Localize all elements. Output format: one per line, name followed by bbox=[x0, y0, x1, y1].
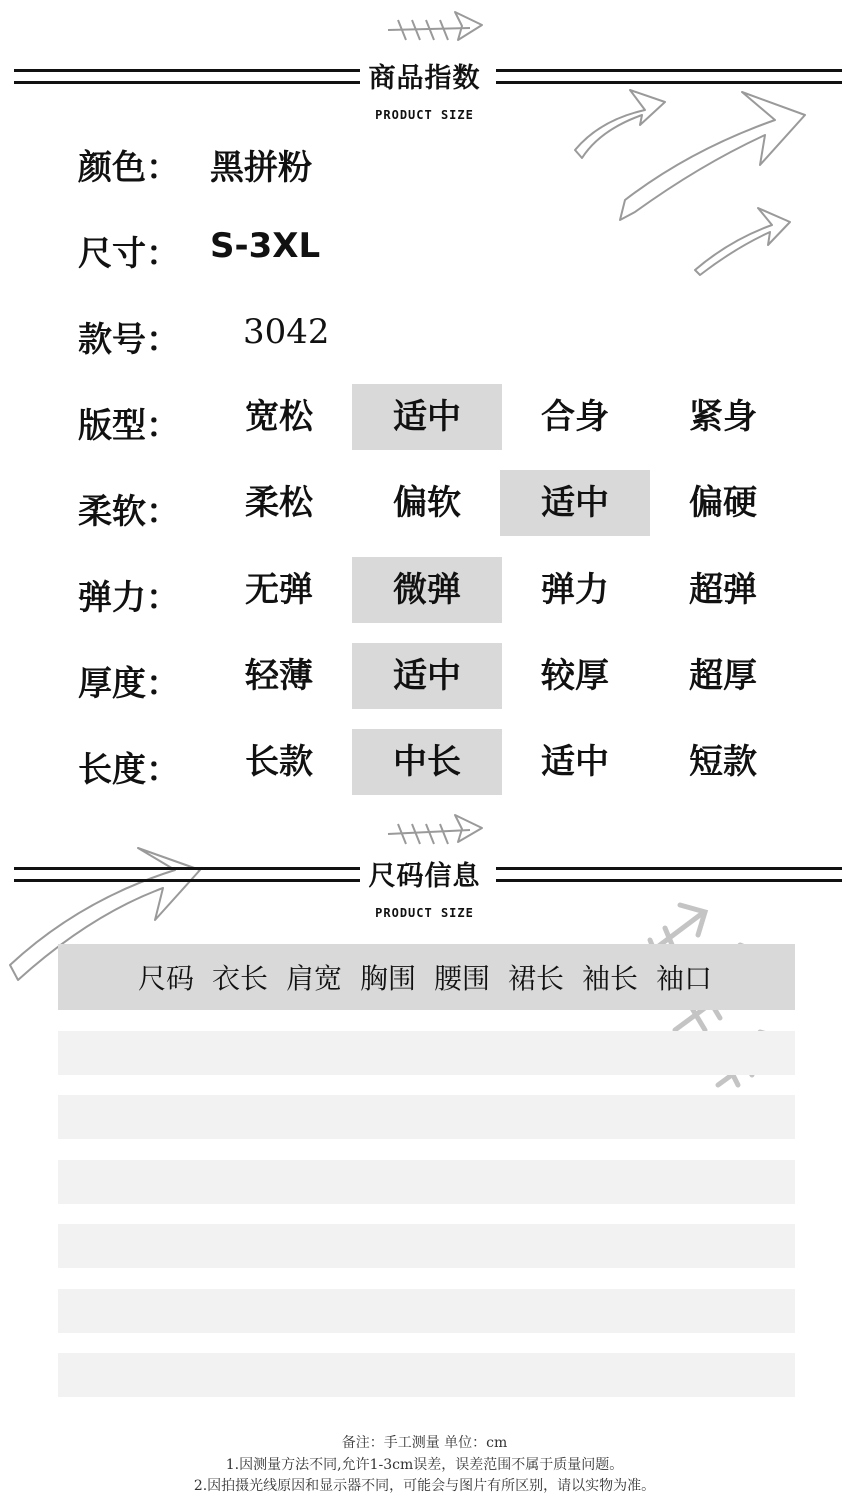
thickness-option-4: 超厚 bbox=[689, 656, 757, 696]
arrow-icon bbox=[575, 90, 665, 158]
note-color-difference: 2.因拍摄光线原因和显示器不同，可能会与图片有所区别，请以实物为准。 bbox=[193, 1478, 656, 1494]
elasticity-option-4: 超弹 bbox=[689, 570, 757, 610]
arrow-icon bbox=[388, 12, 482, 40]
table-row bbox=[58, 1224, 795, 1268]
elasticity-option-2: 微弹 bbox=[352, 557, 502, 623]
elasticity-option-3: 弹力 bbox=[541, 570, 609, 610]
size-table-header bbox=[58, 944, 795, 1010]
color-value: 黑拼粉 bbox=[210, 148, 312, 188]
thickness-option-1: 轻薄 bbox=[245, 656, 313, 696]
header-cuff: 袖口 bbox=[656, 962, 713, 995]
size-value: S-3XL bbox=[210, 226, 321, 266]
header-shoulder: 肩宽 bbox=[286, 962, 343, 995]
note-unit: 备注：手工测量 单位：cm bbox=[341, 1435, 508, 1451]
length-option-4: 短款 bbox=[689, 742, 757, 782]
length-option-2: 中长 bbox=[352, 729, 502, 795]
fit-option-tight: 紧身 bbox=[689, 397, 757, 437]
softness-option-1: 柔松 bbox=[245, 483, 313, 523]
length-option-3: 适中 bbox=[541, 742, 609, 782]
section-subtitle: PRODUCT SIZE bbox=[375, 906, 474, 920]
table-row bbox=[58, 1353, 795, 1397]
elasticity-label: 弹力： bbox=[78, 578, 180, 618]
length-option-1: 长款 bbox=[245, 742, 313, 782]
fit-option-loose: 宽松 bbox=[245, 397, 313, 437]
style-number-label: 款号： bbox=[78, 320, 180, 360]
softness-option-2: 偏软 bbox=[393, 483, 461, 523]
fit-option-fitted: 合身 bbox=[541, 397, 609, 437]
section-subtitle: PRODUCT SIZE bbox=[375, 108, 474, 122]
section-title: 尺码信息 bbox=[368, 861, 481, 892]
note-measurement: 1.因测量方法不同,允许1-3cm误差，误差范围不属于质量问题。 bbox=[225, 1457, 624, 1473]
thickness-option-2: 适中 bbox=[352, 643, 502, 709]
table-row bbox=[58, 1095, 795, 1139]
table-row bbox=[58, 1289, 795, 1333]
fit-label: 版型： bbox=[78, 406, 180, 446]
header-sleeve-length: 袖长 bbox=[582, 962, 639, 995]
header-skirt-length: 裙长 bbox=[508, 962, 565, 995]
style-number-value: 3042 bbox=[243, 312, 330, 352]
thickness-label: 厚度： bbox=[78, 664, 180, 704]
thickness-option-3: 较厚 bbox=[541, 656, 609, 696]
header-waist: 腰围 bbox=[434, 962, 491, 995]
fit-option-regular: 适中 bbox=[352, 384, 502, 450]
table-row bbox=[58, 1031, 795, 1075]
header-length: 衣长 bbox=[212, 962, 269, 995]
softness-label: 柔软： bbox=[78, 492, 180, 532]
softness-option-4: 偏硬 bbox=[689, 483, 757, 523]
elasticity-option-1: 无弹 bbox=[245, 570, 313, 610]
size-label: 尺寸： bbox=[78, 234, 180, 274]
table-row bbox=[58, 1160, 795, 1204]
section-title: 商品指数 bbox=[368, 63, 481, 94]
length-label: 长度： bbox=[78, 750, 180, 790]
header-size: 尺码 bbox=[138, 962, 195, 995]
arrow-icon bbox=[388, 815, 482, 844]
color-label: 颜色： bbox=[78, 148, 180, 188]
header-bust: 胸围 bbox=[360, 962, 417, 995]
arrow-icon bbox=[695, 208, 790, 275]
softness-option-3: 适中 bbox=[500, 470, 650, 536]
